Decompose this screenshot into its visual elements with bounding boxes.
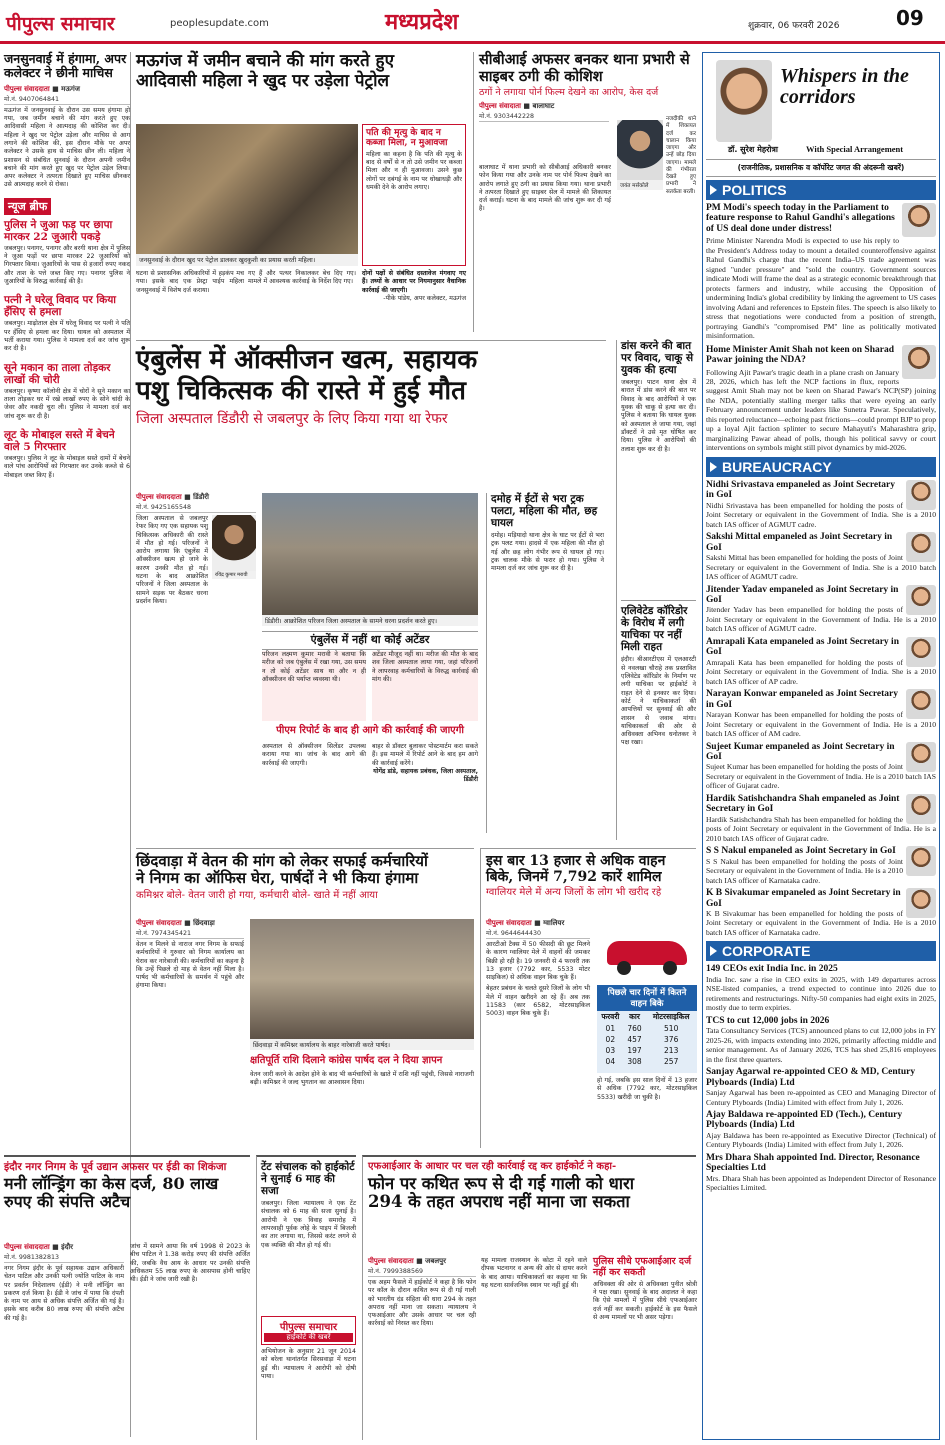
mobile: मो.नं. 9303442228 — [479, 111, 609, 122]
mobile: मो.नं. 9981382813 — [4, 1252, 124, 1263]
brand-logo: पीपुल्स समाचार — [279, 1322, 338, 1334]
item-headline: PM Modi's speech today in the Parliament to feature response to Rahul Gandhi's allegations of US deal done under distress! — [706, 203, 895, 234]
item-body: Hardik Satishchandra Shah has been empanelled for holding the posts of Joint Secretary or equivalent in the Government of India. He is a 2010 batch IAS officer of Gujarat cadre. — [706, 814, 936, 843]
car-image — [597, 919, 697, 979]
article-body: जांच में सामने आया कि वर्ष 1998 से 2023 के बीच पाटिल ने 1.38 करोड़ रुपए की संपत्ति अर्जित की, जबकि वैध आय के आधार पर उनकी संपत्ति अधिकतम 55 लाख रुपए के आसपास होनी चाहिए थी। ईडी ने जांच जारी रखी है। — [130, 1243, 250, 1284]
table-cell: 510 — [664, 1024, 679, 1033]
item-body: K B Sivakumar has been empanelled for holding the posts of Joint Secretary or equivalent in the Government of India. He is a 2010 batch IAS officer of Karnataka cadre. — [706, 908, 936, 937]
person-caption: जयंत मर्सकोले — [617, 180, 663, 190]
byline: पीपुल्स संवाददाता ■ मऊगंज — [4, 84, 80, 93]
author-name: डॉ. सुरेश मेहरोत्रा — [728, 145, 778, 154]
article-body: नगर निगम इंदौर के पूर्व सहायक उद्यान अधिकारी चेतन पाटिल और उनकी पत्नी ज्योति पाटिल के नाम पर प्रवर्तन निदेशालय (ईडी) ने मनी लॉन्ड्रिंग का प्रकरण दर्ज किया है। ईडी ने जांच में पाया कि दंपती के नाम पर आय से अधिक संपत्ति अर्जित की गई है। इसके बाद करीब 80 लाख रुपए की संपत्ति अटैच की गई है। — [4, 1265, 124, 1322]
story-dance-murder — [616, 340, 696, 840]
bur-item — [706, 532, 936, 581]
bur-item — [706, 846, 936, 885]
headline: दमोह में ईंटों से भरा ट्रक पलटा, महिला की मौत, छह घायल — [491, 493, 598, 530]
news-brief-label: न्यूज ब्रीफ — [4, 198, 51, 215]
inline-banner: एंबुलेंस में नहीं था कोई अटेंडर — [262, 631, 478, 650]
headline: इंदौर नगर निगम के पूर्व उद्यान अफसर पर ईडी का शिकंजा — [4, 1161, 227, 1173]
quote-box — [372, 743, 478, 823]
item-headline: S S Nakul empaneled as Joint Secretary in GoI — [706, 846, 896, 857]
author-photo — [716, 60, 772, 142]
corp-item — [706, 1016, 936, 1064]
headline: एंबुलेंस में ऑक्सीजन खत्म, सहायक — [136, 345, 478, 375]
article-body: बेहतर प्रबंधन के चलते दूसरे जिलों के लोग भी मेले में वाहन खरीदने आ रहे हैं। अब तक 11583 (कार 6582, मोटरसाइकिल 5003) वाहन बिक चुके हैं। — [486, 985, 590, 1018]
byline: पीपुल्स संवाददाता ■ इंदौर मो.नं. 9981382813 नगर निगम इंदौर के पूर्व सहायक उद्यान अधिकारी चेतन पाटिल और उनकी पत्नी ज्योति पाटिल के नाम पर प्रवर्तन निदेशालय (ईडी) ने मनी लॉन्ड्रिंग का प्रकरण दर्ज किया है। ईडी ने जांच में पाया कि दंपती के नाम पर आय से अधिक संपत्ति अर्जित की गई है। इसके बाद करीब 80 लाख रुपए की संपत्ति अटैच की गई है। — [4, 1243, 124, 1322]
story-ed-indore — [4, 1155, 250, 1440]
story-gwalior — [480, 848, 696, 1148]
table-title: पिछले चार दिनों में कितने वाहन बिके — [597, 985, 697, 1011]
item-body: Ajay Baldawa has been re-appointed as Executive Director (Technical) of Century Plyboards (India) Limited with effect from July 1, 2026. — [706, 1130, 936, 1150]
quote-author: -पीके पांडेय, अपर कलेक्टर, मऊगंज — [383, 294, 466, 302]
person-photo — [617, 120, 663, 180]
inline-banner: पीएम रिपोर्ट के बाद ही आगे की कार्रवाई की जाएगी — [276, 725, 464, 736]
officer-photo — [906, 888, 936, 918]
politics-item — [706, 345, 936, 453]
officer-photo — [906, 846, 936, 876]
item-body: Sujeet Kumar has been empanelled for holding the posts of Joint Secretary or equivalent in the Government of India. He is a 2010 batch IAS officer of Gujarat cadre. — [706, 762, 936, 791]
shah-photo — [902, 345, 936, 379]
bur-item — [706, 480, 936, 529]
headline: आदिवासी महिला ने खुद पर उड़ेला पेट्रोल — [136, 70, 390, 91]
mobile: मो.नं. 9644644430 — [486, 928, 590, 939]
story-mauganj — [136, 52, 466, 332]
table-cell: 760 — [627, 1024, 642, 1033]
corporate-header: CORPORATE — [706, 941, 936, 961]
table-cell: 376 — [664, 1035, 679, 1044]
article-body: गए हैं और पत्थर निकालकर बेच दिए गए। मामले में आवश्यक कार्रवाई के निर्देश दिए गए। — [248, 270, 356, 286]
article-body: यह मामला राजस्थान के कोटा में रहने वाले दीपक भटनागर व अन्य की ओर से दायर करने के बाद आया। याचिकाकर्ता का कहना था कि यह घटना सार्वजनिक स्थान पर नहीं हुई थी। — [481, 1257, 587, 1289]
officer-photo — [906, 742, 936, 772]
item-headline: Sanjay Agarwal re-appointed CEO & MD, Century Plyboards (India) Ltd — [706, 1067, 916, 1088]
article-body: मऊगंज में जनसुनवाई के दौरान उस समय हंगामा हो गया, जब जमीन बचाने की मांग करते हुए एक आदिवासी महिला ने आत्मदाह की कोशिश कर दी। महिला ने खुद पर पेट्रोल उड़ेला और माचिस से आग लगाने की कोशिश की, इस दौरान मौके पर अपर कलेक्टर ने उसके हाथ से माचिस छीन ली। महिला ने प्रशासन से संबंधित सुनवाई के दौरान अपनी जमीन बचाने की मांग करते हुए खुद पर पेट्रोल उड़ेल लिया। अपर कलेक्टर ने तत्परता दिखाते हुए माचिस छीनकर उसे आत्मदाह करने से रोका। — [4, 106, 130, 189]
officer-photo — [906, 480, 936, 510]
article-body: दमोह। मड़ियादो थाना क्षेत्र के घाट पर ईंटों से भरा ट्रक पलट गया। हादसे में एक महिला की मौत हो गई और छह लोग गंभीर रूप से घायल हो गए। ट्रक चालक मौके से फरार हो गया। पुलिस ने मामला दर्ज कर जांच शुरू कर दी है। — [491, 532, 604, 573]
subheadline: ठगों ने लगाया पोर्न फिल्म देखने का आरोप, केस दर्ज — [479, 87, 659, 99]
item-headline: TCS to cut 12,000 jobs in 2026 — [706, 1015, 830, 1026]
box-headline: पति की मृत्यु के बाद न कब्जा मिला, न मुआवजा — [366, 128, 448, 149]
article-body: घटना से प्रशासनिक अधिकारियों में हड़कंप मच गया। इसके बाद एक प्रेस्ट्रा पाईप महिला जनसुनवाई में विशेष दर्ज कराया। — [136, 270, 244, 294]
headline: फोन पर कथित रूप से दी गई गाली को धारा — [368, 1173, 635, 1193]
news-photo — [136, 124, 358, 254]
mobile: मो.नं. 9407064841 — [4, 94, 130, 105]
article-body: एक अहम फैसले में हाईकोर्ट ने कहा है कि फोन पर कॉल के दौरान कथित रूप से दी गई गाली को भारतीय दंड संहिता की धारा 294 के तहत अपराध नहीं माना जा सकता। न्यायालय ने एफआईआर और उसके आधार पर चल रही कार्रवाई को निरस्त कर दिया। — [368, 1279, 476, 1328]
item-body: Mrs. Dhara Shah has been appointed as Independent Director of Resonance Specialties Limited. — [706, 1173, 936, 1193]
whispers-column — [702, 52, 940, 1440]
item-headline: Sujeet Kumar empaneled as Joint Secretary in GoI — [706, 741, 895, 762]
brief-body: जबलपुर। पुलिस ने लूट के मोबाइल सस्ते दामों में बेचने वाले पांच आरोपियों को गिरफ्तार कर उनके कब्जे से 6 मोबाइल जब्त किए हैं। — [4, 455, 130, 479]
table-row — [597, 1045, 697, 1056]
table-cell: 197 — [627, 1046, 642, 1055]
item-body: Following Ajit Pawar's tragic death in a plane crash on January 28, 2026, which has left the NCP factions in flux, reports suggest Amit Shah may not be keen on Sharad Pawar's NCP(SP) joining the NDA, potentially stalling merger talks that were eyeing an early February announcement under leaders like Sunetra Pawar. Speculatively, this reported reluctance—echoing past frictions—could prompt BJP to prop up a loyal Ajit faction splinter to secure Mahayuti's Maharashtra grip, marginalizing Pawar ahead of polls, though his political savvy or court interventions on symbols might still pivot dynamics by mid-2026. — [706, 367, 937, 453]
brief-headline: पत्नी ने घरेलू विवाद पर किया हँसिए से हमला — [4, 294, 117, 319]
person-caption: रविंद्र कुमार मरावी — [212, 571, 256, 579]
item-headline: 149 CEOs exit India Inc. in 2025 — [706, 964, 838, 975]
data-table — [597, 1011, 697, 1067]
table-cell: 308 — [627, 1057, 642, 1066]
headline: मऊगंज में जमीन बचाने की मांग करते हुए — [136, 51, 394, 71]
side-box — [593, 1257, 697, 1437]
table-header: मोटरसाइकिल — [652, 1012, 690, 1021]
quote-text: बाहर से डॉक्टर बुलाकर पोस्टमार्टम करा सकते हैं। इस मामले में रिपोर्ट आने के बाद हम आगे की कार्रवाई करेंगे। — [372, 743, 478, 767]
whispers-title: Whispers in the corridors — [780, 65, 909, 108]
article-body: जिला अस्पताल से जबलपुर रेफर किए गए एक सहायक पशु चिकित्सक अधिकारी की रास्ते में मौत हो गई। परिजनों ने आरोप लगाया कि एंबुलेंस में ऑक्सीजन खत्म हो जाने के कारण उनकी मौत हो गई। घटना के बाद आक्रोशित परिजनों ने जिला अस्पताल के सामने सड़क पर बैठकर धरना प्रदर्शन किया। — [136, 515, 208, 605]
corp-item — [706, 1153, 936, 1193]
article-body: जबलपुर। जिला न्यायालय ने एक टेंट संचालक को 6 माह की सजा सुनाई है। आरोपी ने एक विवाह समारोह में लापरवाही पूर्वक लोहे के पाइप में बिजली का तार लगाया था, जिससे करंट लगने से एक व्यक्ति की मौत हो गई थी। — [261, 1200, 356, 1249]
protest-photo — [262, 493, 478, 615]
byline: पीपुल्स संवाददाता ■ डिंडौरी मो.नं. 9425165548 जिला अस्पताल से जबलपुर रेफर किए गए एक सहायक पशु चिकित्सक अधिकारी की रास्ते में मौत हो गई। परिजनों ने आरोप लगाया कि एंबुलेंस में ऑक्सीजन खत्म हो जाने के कारण उनकी मौत हो गई। घटना के बाद आक्रोशित परिजनों ने जिला अस्पताल के सामने सड़क पर बैठकर धरना प्रदर्शन किया। रविंद्र कुमार मरावी — [136, 493, 256, 665]
photo-caption: डिंडौरी। आक्रोशित परिजन जिला अस्पताल के सामने धरना प्रदर्शन करते हुए। — [262, 615, 478, 626]
article-body: बालाघाट में थाना प्रभारी को सीबीआई अधिकारी बनकर फोन किया गया और उनके नाम पर पोर्न फिल्म देखने का आरोप लगाते हुए ठगी का प्रयास किया गया। थाना प्रभारी ने तत्परता दिखाते हुए साइबर सेल में मामले की शिकायत दर्ज कराई। घटना के बाद मामले की जांच शुरू कर दी गई है। — [479, 164, 611, 213]
story-ambulance — [136, 340, 606, 842]
arrangement: With Special Arrangement — [806, 144, 904, 154]
headline: पशु चिकित्सक की रास्ते में हुई मौत — [136, 376, 466, 407]
brief-body: जबलपुर। माढ़ोताल क्षेत्र में घरेलू विवाद पर पत्नी ने पति पर हँसिए से हमला कर दिया। घायल को अस्पताल में भर्ती कराया गया। पुलिस ने मामला दर्ज कर जांच शुरू कर दी है। — [4, 320, 130, 353]
story-hc-phone — [362, 1155, 696, 1440]
article-body: वेतन न मिलने से नाराज नगर निगम के सफाई कर्मचारियों ने गुरुवार को निगम कार्यालय का घेराव कर नारेबाजी की। कर्मचारियों का कहना है कि उन्हें पिछले दो माह से वेतन नहीं मिला है। पार्षद भी कर्मचारियों के समर्थन में पहुंचे और हंगामा किया। — [136, 941, 244, 990]
table-header: फरवरी — [601, 1012, 620, 1021]
story-chhindwara — [136, 848, 474, 1148]
table-cell: 04 — [605, 1057, 616, 1066]
mobile: मो.नं. 9425165548 — [136, 502, 256, 513]
article-body: आरटीओ टैक्स में 50 फीसदी की छूट मिलने के कारण ग्वालियर मेले में वाहनों की जमकर बिक्री हो रही है। 19 जनवरी से 4 फरवरी तक 13 हजार (7792 कार, 5533 मोटर साइकिल) से अधिक वाहन बिक चुके हैं। — [486, 941, 590, 982]
article-body: अभियोजन के अनुसार 21 जून 2014 को बरेला थानांतर्गत सिरसवाड़ा में घटना हुई थी। न्यायालय ने आरोपी को दोषी पाया। — [261, 1348, 356, 1381]
item-headline: Sakshi Mittal empaneled as Joint Secretary in GoI — [706, 532, 893, 553]
corp-item — [706, 1067, 936, 1107]
officer-photo — [906, 637, 936, 667]
item-headline: Home Minister Amit Shah not keen on Sharad Pawar joining the NDA? — [706, 344, 894, 366]
table-cell: 257 — [664, 1057, 679, 1066]
brand-subtitle: हाईकोर्ट की खबरें — [264, 1333, 353, 1342]
table-row — [597, 1034, 697, 1045]
item-body: Narayan Konwar has been empanelled for holding the posts of Joint Secretary or equivalent in the Government of India. He is a 2010 batch IAS officer of AM cadre. — [706, 710, 936, 739]
item-headline: Mrs Dhara Shah appointed Ind. Director, Resonance Specialties Ltd — [706, 1152, 920, 1174]
headline: डांस करने की बात पर विवाद, चाकू से युवक की हत्या — [621, 340, 694, 377]
protest-photo — [250, 919, 474, 1039]
quote-text: अस्पताल से ऑक्सीजन सिलेंडर उपलब्ध कराया गया था। जांच के बाद आगे की कार्रवाई की जाएगी। — [262, 743, 366, 767]
bureaucracy-list — [706, 480, 936, 938]
date: शुक्रवार, 06 फरवरी 2026 — [748, 21, 840, 31]
item-body: Sakshi Mittal has been empanelled for holding the posts of Joint Secretary or equivalent in the Government of India. She is a 2010 batch IAS officer of AGMUT cadre. — [706, 553, 936, 582]
bur-item — [706, 637, 936, 686]
headline: छिंदवाड़ा में वेतन की मांग को लेकर सफाई कर्मचारियों — [136, 852, 428, 870]
byline: पीपुल्स संवादाता ■ बालाघाट — [479, 102, 555, 111]
item-headline: Jitender Yadav empaneled as Joint Secretary in GoI — [706, 584, 899, 605]
headline: 294 के तहत अपराध नहीं माना जा सकता — [368, 1192, 630, 1212]
item-body: Tata Consultancy Services (TCS) announced plans to cut 12,000 jobs in FY 2025-26, with impacts extending into 2026, primarily affecting middle and senior management. As of January 2026, TCS has shed 25,816 employees in the first three quarters. — [706, 1026, 936, 1064]
headline: ने निगम का ऑफिस घेरा, पार्षदों ने भी किया हंगामा — [136, 869, 419, 888]
mobile: मो.नं. 7999388569 — [368, 1266, 476, 1277]
quote-box — [362, 270, 466, 330]
item-headline: Narayan Konwar empaneled as Joint Secretary in GoI — [706, 689, 899, 710]
item-body: S S Nakul has been empanelled for holding the posts of Joint Secretary or equivalent in the Government of India. He is a 2010 batch IAS officer of Karnataka cadre. — [706, 856, 903, 885]
page-number: 09 — [896, 6, 924, 30]
table-cell: 03 — [605, 1046, 616, 1055]
sidebar-box — [362, 124, 466, 266]
subheadline: कमिश्नर बोले- वेतन जारी हो गया, कर्मचारी बोले- खाते में नहीं आया — [136, 889, 378, 901]
byline: पीपुल्स संवाददाता ■ छिंदवाड़ा मो.नं. 7974345421 वेतन न मिलने से नाराज नगर निगम के सफाई कर्मचारियों ने गुरुवार को निगम कार्यालय का घेराव कर नारेबाजी की। कर्मचारियों का कहना है कि उन्हें पिछले दो माह से वेतन नहीं मिला है। पार्षद भी कर्मचारियों के समर्थन में पहुंचे और हंगामा किया। — [136, 919, 244, 990]
quote-text: दोनों पक्षों से संबंधित दस्तावेज मंगवाए गए हैं। तथ्यों के आधार पर नियमानुसार वैधानिक कार्रवाई की जाएगी। — [362, 270, 466, 294]
article-body: इंदौर। बीआरटीएस में एलआरटी से नवलखा चौराहे तक प्रस्तावित एलिवेटेड कॉरिडोर के निर्माण पर लगी याचिका पर हाईकोर्ट ने राहत देने से इनकार कर दिया। कोर्ट ने याचिकाकर्ता की आपत्तियों पर सुनवाई की और शासन से जवाब मांगा। याचिकाकर्ता की ओर से अधिवक्ता अभिनव धनोतकर ने पक्ष रखा। — [621, 656, 696, 747]
subheadline: जिला अस्पताल डिंडौरी से जबलपुर के लिए किया गया था रेफर — [136, 411, 448, 428]
bur-item — [706, 689, 936, 738]
person-photo — [212, 515, 256, 571]
byline: पीपुल्स संवाददाता ■ ग्वालियर मो.नं. 9644644430 आरटीओ टैक्स में 50 फीसदी की छूट मिलने के कारण ग्वालियर मेले में वाहनों की जमकर बिक्री हो रही है। 19 जनवरी से 4 फरवरी तक 13 हजार (7792 कार, 5533 मोटर साइकिल) से अधिक वाहन बिक चुके हैं। बेहतर प्रबंधन के चलते दूसरे जिलों के लोग भी मेले में वाहन खरीदने आ रहे हैं। अब तक 11583 (कार 6582, मोटरसाइकिल 5003) वाहन बिक चुके हैं। — [486, 919, 590, 1018]
tagline: (राजनीतिक, प्रशासनिक व कॉर्पोरेट जगत की अंदरूनी खबरें) — [706, 160, 936, 177]
item-headline: Nidhi Srivastava empaneled as Joint Secretary in GoI — [706, 479, 896, 501]
table-header: कार — [629, 1012, 640, 1021]
bur-item — [706, 585, 936, 634]
headline: टेंट संचालक को हाईकोर्ट ने सुनाई 6 माह की सजा — [261, 1161, 355, 1198]
item-body: Amrapali Kata has been empanelled for holding the posts of Joint Secretary or equivalent in the Government of India. She is a 2010 batch IAS officer of AP cadre. — [706, 657, 936, 686]
item-headline: Amrapali Kata empaneled as Joint Secretary in GoI — [706, 636, 899, 658]
box-body: महिला का कहना है कि पति की मृत्यु के बाद से वर्षों से न तो उसे जमीन पर कब्जा मिला और न ही मुआवजा। उसने कुछ लोगों पर दबंगई के नाम पर धोखाधड़ी और धमकी देने के आरोप लगाए। — [366, 150, 462, 191]
article-body: वेतन जारी करने के आदेश होने के बाद भी कर्मचारियों के खाते में राशि नहीं पहुंची, जिससे नाराजगी बढ़ी। कमिश्नर ने जल्द भुगतान का आश्वासन दिया। — [250, 1071, 474, 1087]
item-body: Nidhi Srivastava has been empanelled for holding the posts of Joint Secretary or equivalent in the Government of India. She is a 2010 batch IAS officer of AGMUT cadre. — [706, 500, 936, 529]
box-body: अधिवक्ता की ओर से अधिवक्ता पुनीत श्रोत्री ने पक्ष रखा। सुनवाई के बाद अदालत ने कहा कि ऐसे मामलों में पुलिस सीधे एफआईआर दर्ज नहीं कर सकती। हाईकोर्ट के इस फैसले से अन्य मामलों पर भी असर पड़ेगा। — [593, 1280, 697, 1322]
headline: मनी लॉन्ड्रिंग का केस दर्ज, 80 लाख रुपए की संपत्ति अटैच — [4, 1174, 219, 1212]
item-body: Jitender Yadav has been empanelled for holding the posts of Joint Secretary or equivalent in the Government of India. He is a 2010 batch IAS officer of AGMUT cadre. — [706, 605, 936, 634]
headline: जनसुनवाई में हंगामा, अपर कलेक्टर ने छीनी माचिस — [4, 51, 127, 81]
headline: सीबीआई अफसर बनकर थाना प्रभारी से साइबर ठगी की कोशिश — [479, 51, 690, 85]
story-cbi-fraud — [473, 52, 695, 332]
inline-banner: क्षतिपूर्ति राशि दिलाने कांग्रेस पार्षद दल ने दिया ज्ञापन — [250, 1055, 443, 1066]
bur-item — [706, 794, 936, 843]
corporate-list — [706, 964, 936, 1192]
photo-caption: जनसुनवाई के दौरान खुद पर पेट्रोल डालकर खुदकुशी का प्रयास करती महिला। — [136, 254, 358, 266]
article-body: जबलपुर। पाटन थाना क्षेत्र में बारात में डांस करने की बात पर विवाद के बाद आरोपियों ने एक युवक की चाकू से हत्या कर दी। पुलिस ने बताया कि घायल युवक को अस्पताल ले जाया गया, जहां डॉक्टरों ने उसे मृत घोषित कर दिया। पुलिस ने आरोपियों की तलाश शुरू कर दी है। — [621, 379, 696, 453]
hc-news-logo — [261, 1316, 356, 1345]
headline: इस बार 13 हजार से अधिक वाहन बिके, जिनमें 7,792 कारें शामिल — [486, 853, 666, 886]
modi-photo — [902, 203, 936, 237]
article-body: हो गई, जबकि इस साल दिनों में 13 हजार से अधिक (7792 कार, मोटरसाइकिल 5533) खरीदी जा चुकी है। — [597, 1077, 697, 1101]
byline: पीपुल्स संवाददाता ■ जबलपुर मो.नं. 7999388569 एक अहम फैसले में हाईकोर्ट ने कहा है कि फोन पर कॉल के दौरान कथित रूप से दी गई गाली को भारतीय दंड संहिता की धारा 294 के तहत अपराध नहीं माना जा सकता। न्यायालय ने एफआईआर और उसके आधार पर चल रही कार्रवाई को निरस्त कर दिया। — [368, 1257, 476, 1328]
politics-item — [706, 203, 936, 341]
table-cell: 01 — [605, 1024, 616, 1033]
item-body: Sanjay Agarwal has been re-appointed as CEO and Managing Director of Century Plyboards (India) Limited with effect from July 1, 2026. — [706, 1088, 936, 1107]
section-title: मध्यप्रदेश — [385, 9, 459, 35]
politics-header: POLITICS — [706, 180, 936, 200]
table-cell: 457 — [627, 1035, 642, 1044]
bur-item — [706, 888, 936, 937]
article-body: परिजन लक्ष्मण कुमार मरावी ने बताया कि मरीज को जब एंबुलेंस में रखा गया, उस समय न तो कोई अटेंडर साथ था और न ही ऑक्सीजन की पर्याप्त व्यवस्था थी। — [262, 651, 366, 721]
item-headline: Hardik Satishchandra Shah empaneled as Joint Secretary in GoI — [706, 793, 900, 815]
brief-headline: लूट के मोबाइल सस्ते में बेचने वाले 5 गिरफ्तार — [4, 428, 115, 454]
brief-headline: पुलिस ने जुआ फड़ पर छापा मारकर 22 जुआरी पकड़े — [4, 218, 113, 243]
item-body: India Inc. saw a rise in CEO exits in 2025, with 149 departures across NSE-listed companies, a trend expected to continue into 2026 due to retirements and restructurings. Nifty-50 companies had eight exits in 2025, mostly due to term expiries. — [706, 974, 936, 1013]
story-tent-operator — [256, 1155, 356, 1440]
table-cell: 213 — [664, 1046, 679, 1055]
photo-caption: छिंदवाड़ा में कमिश्नर कार्यालय के बाहर नारेबाजी करते पार्षद। — [250, 1039, 474, 1050]
bur-item — [706, 742, 936, 791]
table-row — [597, 1056, 697, 1067]
article-body: अटेंडर मौजूद नहीं था। मरीज की मौत के बाद शव जिला अस्पताल लाया गया, जहां परिजनों ने लापरवाह कर्मचारियों के विरुद्ध कार्रवाई की मांग की। — [372, 651, 478, 721]
masthead — [0, 0, 945, 44]
brand-logo: पीपुल्स समाचार — [6, 13, 115, 35]
officer-photo — [906, 794, 936, 824]
item-headline: Ajay Baldawa re-appointed ED (Tech.), Century Plyboards (India) Ltd — [706, 1109, 903, 1131]
table-row — [597, 1023, 697, 1034]
brief-headline: सूने मकान का ताला तोड़कर लाखों की चोरी — [4, 361, 111, 386]
subheadline: ग्वालियर मेले में अन्य जिलों के लोग भी खरीद रहे — [486, 887, 662, 899]
article-body: नजदीकी थाने में शिकायत दर्ज कर चालान किया जाएगा और उन्हें छोड़ दिया जाएगा। मामले की गंभीरता देखते हुए प्रभारी ने सतर्कता बरती। — [666, 116, 696, 195]
table-cell: 02 — [605, 1035, 616, 1044]
mobile: मो.नं. 7974345421 — [136, 928, 244, 939]
side-story-damoh — [486, 493, 604, 833]
box-headline: पुलिस सीधे एफआईआर दर्ज नहीं कर सकती — [593, 1256, 692, 1278]
website-link[interactable]: peoplesupdate.com — [170, 18, 269, 29]
officer-photo — [906, 585, 936, 615]
headline: एलिवेटेड कॉरिडोर के विरोध में लगी याचिका पर नहीं मिली राहत — [621, 600, 696, 653]
item-body: Prime Minister Narendra Modi is expected to use his reply to the President's Address today to mount a detailed counteroffensive against Rahul Gandhi's charge that the recent India–US trade agreement was signed "under pressure" and "sold the country. Government sources indicate Modi will frame the deal as a strategic economic breakthrough that protects farmers and industry, while accusing the Opposition of undermining India's global credibility by linking the agreement to US cases involving Adani and references to Epstein files. The speech is also likely to stress that negotiations were conducted from a position of strength, portraying Gandhi's "compromised PM" line as politically motivated misinformation. — [706, 236, 936, 341]
whispers-header — [706, 56, 936, 160]
item-headline: K B Sivakumar empaneled as Joint Secretary in GoI — [706, 888, 901, 909]
bureaucracy-header: BUREAUCRACY — [706, 457, 936, 477]
headline: एफआईआर के आधार पर चल रही कार्रवाई रद्द कर हाईकोर्ट ने कहा- — [368, 1161, 617, 1172]
officer-photo — [906, 532, 936, 562]
officer-photo — [906, 689, 936, 719]
brief-body: जबलपुर। कृष्णा कॉलोनी क्षेत्र में चोरों ने सूने मकान का ताला तोड़कर घर में रखे लाखों रुपए के सोने चांदी के जेवर और नकदी चुरा ली। पुलिस ने मामला दर्ज कर जांच शुरू कर दी है। — [4, 387, 130, 420]
corp-item — [706, 1110, 936, 1150]
quote-author: योगेंद्र डांडे, सहायक प्रबंधक, जिला अस्पताल, डिंडौरी — [373, 767, 478, 784]
corp-item — [706, 964, 936, 1012]
brief-body: जबलपुर। पनागर, पनागर और बरगी थाना क्षेत्र में पुलिस ने जुआ फड़ों पर छापा मारकर 22 जुआरियों को गिरफ्तार किया। जुआरियों के पास से हजारों रुपए नकद और ताश के पत्ते जब्त किए गए। पनागर पुलिस ने जुआरियों के विरुद्ध कार्रवाई की है। — [4, 244, 130, 286]
sales-table — [597, 985, 697, 1073]
